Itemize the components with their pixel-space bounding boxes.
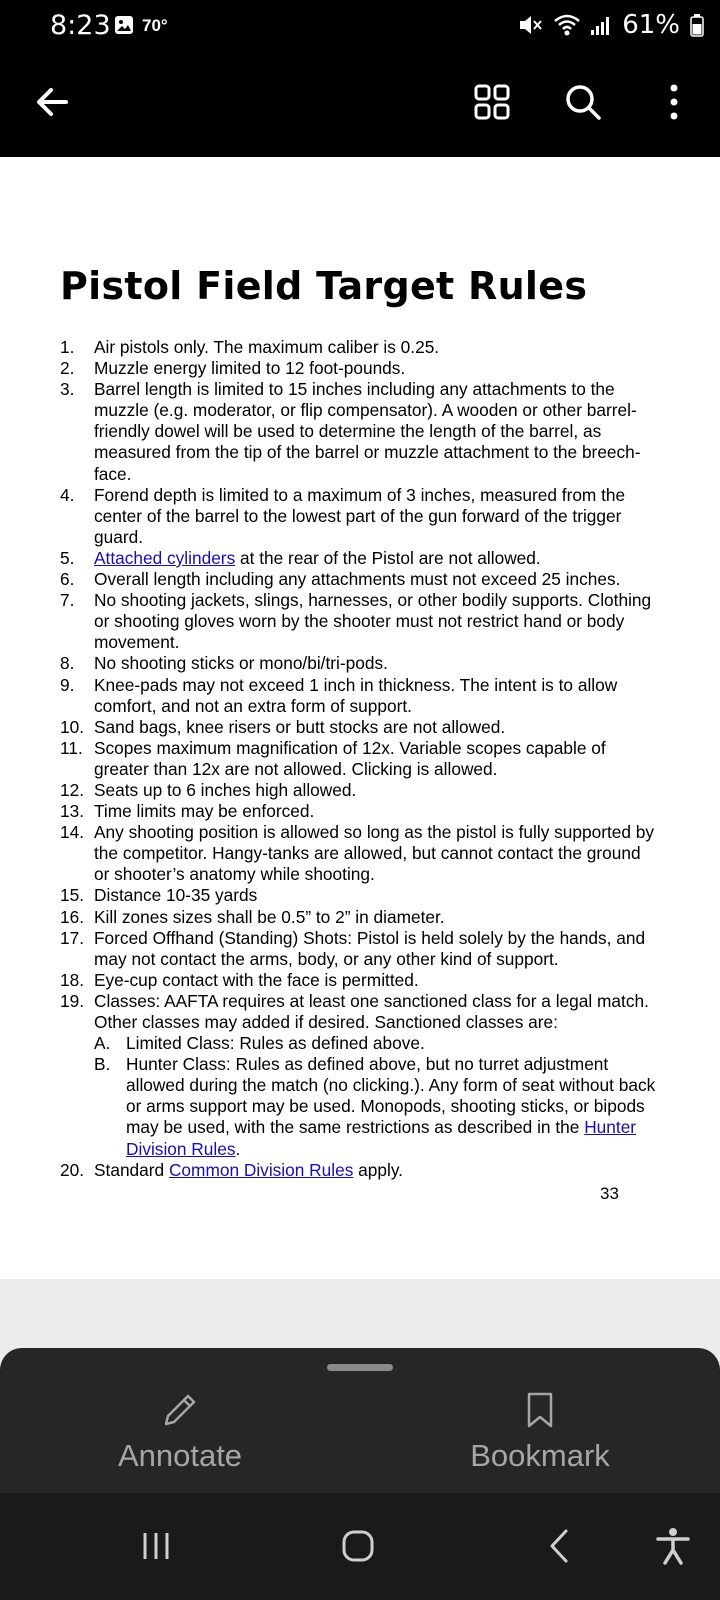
rule-sub-item (94, 1054, 660, 1159)
rule-text: Hunter Class: Rules as defined above, but no turret adjustment allowed during the match (no clicking.). Any form of seat without back or arms support may be used. Monopods, shooting sticks, or bipods may be used, with the same restrictions as described in the (126, 1054, 656, 1138)
rule-number: 17. (60, 927, 85, 948)
rule-item (60, 822, 660, 885)
nav-back-icon[interactable] (537, 1523, 583, 1569)
rule-number: 5. (60, 547, 75, 568)
rule-link[interactable]: Attached cylinders (94, 547, 236, 568)
gallery-notification-icon (114, 15, 134, 35)
navigation-bar (0, 1493, 720, 1600)
bookmark-button[interactable] (425, 1388, 655, 1474)
rule-number: 14. (60, 822, 85, 843)
rule-text: No shooting jackets, slings, harnesses, or other bodily supports. Clothing or shooting gloves worn by the shooter must not restrict hand or body movement. (94, 590, 652, 653)
rule-number: 11. (60, 737, 83, 758)
search-icon[interactable] (563, 82, 603, 122)
bookmark-label: Bookmark (470, 1438, 610, 1473)
document-page[interactable] (0, 157, 720, 1279)
rule-text: Time limits may be enforced. (94, 801, 315, 822)
annotate-label: Annotate (117, 1438, 243, 1473)
rule-text: Standard (94, 1159, 169, 1180)
rule-sub-list (94, 1033, 660, 1160)
rules-list (60, 337, 660, 1181)
rule-number: 13. (60, 801, 85, 822)
battery-icon (690, 13, 704, 37)
document-title: Pistol Field Target Rules (60, 264, 588, 308)
rule-number: 6. (60, 569, 75, 590)
rule-number: 3. (60, 379, 75, 400)
rule-number: 4. (60, 484, 75, 505)
rule-text-after-link: apply. (353, 1159, 403, 1180)
rule-item (60, 485, 660, 548)
rule-number: 7. (60, 590, 75, 611)
rule-text: Scopes maximum magnification of 12x. Variable scopes capable of greater than 12x are not allowed. Clicking is allowed. (94, 737, 606, 779)
rule-number: 2. (60, 358, 75, 379)
rule-item (60, 738, 660, 780)
rule-number: 19. (60, 990, 85, 1011)
rule-text: Forced Offhand (Standing) Shots: Pistol is held solely by the hands, and may not contact the arms, body, or any other kind of support. (94, 927, 646, 969)
rule-item (60, 970, 660, 991)
annotate-button[interactable] (65, 1388, 295, 1474)
rule-item (60, 548, 660, 569)
rule-item (60, 991, 660, 1160)
rule-item (60, 885, 660, 906)
back-arrow-icon[interactable] (32, 82, 72, 122)
rule-link[interactable]: Hunter Division Rules (126, 1117, 637, 1159)
accessibility-icon[interactable] (650, 1523, 696, 1569)
rule-item (60, 358, 660, 379)
signal-icon (590, 14, 612, 36)
rule-text: Distance 10-35 yards (94, 885, 258, 906)
rule-item (60, 780, 660, 801)
sheet-drag-handle[interactable] (327, 1364, 393, 1371)
rule-text: Seats up to 6 inches high allowed. (94, 779, 357, 800)
rule-link[interactable]: Common Division Rules (168, 1159, 354, 1180)
rule-text-after-link: . (235, 1138, 241, 1159)
rule-number: 18. (60, 969, 85, 990)
rule-number: 9. (60, 674, 75, 695)
rule-number: 10. (60, 716, 85, 737)
more-options-icon[interactable] (654, 82, 694, 122)
rule-text: Limited Class: Rules as defined above. (126, 1033, 425, 1054)
rule-item (60, 590, 660, 653)
rule-item (60, 379, 660, 484)
rule-text: at the rear of the Pistol are not allowed. (235, 547, 541, 568)
rule-text: Kill zones sizes shall be 0.5” to 2” in diameter. (94, 906, 445, 927)
top-bar (0, 0, 720, 157)
rule-number: 8. (60, 653, 75, 674)
rule-text: Classes: AAFTA requires at least one sanctioned class for a legal match. Other classes may added if desired. Sanctioned classes are: (94, 990, 649, 1032)
rule-text: No shooting sticks or mono/bi/tri-pods. (94, 653, 388, 674)
home-icon[interactable] (335, 1523, 381, 1569)
rule-number: 12. (60, 779, 85, 800)
rule-number: 20. (60, 1159, 85, 1180)
rule-item (60, 907, 660, 928)
rule-item (60, 717, 660, 738)
status-time: 8:23 (50, 10, 111, 41)
wifi-icon (554, 14, 580, 36)
rule-item (60, 1160, 660, 1181)
bookmark-icon (518, 1388, 562, 1432)
rule-text: Forend depth is limited to a maximum of 3 inches, measured from the center of the barrel to the lowest part of the gun forward of the trigger guard. (94, 484, 626, 547)
rule-number: 16. (60, 906, 85, 927)
battery-percentage: 61% (622, 10, 680, 40)
rule-text: Any shooting position is allowed so long as the pistol is fully supported by the competitor. Hangy-tanks are allowed, but cannot contact the ground or shooter’s anatomy while shooting. (94, 822, 655, 885)
rule-text: Knee-pads may not exceed 1 inch in thickness. The intent is to allow comfort, and not an extra form of support. (94, 674, 618, 716)
recent-apps-icon[interactable] (133, 1523, 179, 1569)
pencil-icon (158, 1388, 202, 1432)
page-number: 33 (600, 1184, 619, 1203)
status-icons (518, 10, 704, 40)
rule-item (60, 337, 660, 358)
rule-text: Eye-cup contact with the face is permitted. (94, 969, 419, 990)
rule-text: Barrel length is limited to 15 inches including any attachments to the muzzle (e.g. moderator, or flip compensator). A wooden or other barrel-friendly dowel will be used to determine the length of the barrel, as measured from the tip of the barrel or muzzle attachment to the breech-face. (94, 379, 641, 484)
rule-sub-item (94, 1033, 660, 1054)
rule-number: B. (94, 1054, 111, 1075)
rule-item (60, 569, 660, 590)
rule-item (60, 675, 660, 717)
rule-number: 1. (60, 337, 75, 357)
grid-view-icon[interactable] (472, 82, 512, 122)
rule-text: Air pistols only. The maximum caliber is 0.25. (94, 337, 440, 357)
rule-text: Overall length including any attachments must not exceed 25 inches. (94, 569, 621, 590)
rule-item (60, 928, 660, 970)
rule-item (60, 801, 660, 822)
rule-number: 15. (60, 885, 85, 906)
rule-text: Sand bags, knee risers or butt stocks are not allowed. (94, 716, 506, 737)
mute-icon (518, 13, 544, 37)
status-temperature: 70° (142, 16, 168, 35)
rule-item (60, 653, 660, 674)
rule-text: Muzzle energy limited to 12 foot-pounds. (94, 358, 406, 379)
rule-number: A. (94, 1033, 111, 1054)
